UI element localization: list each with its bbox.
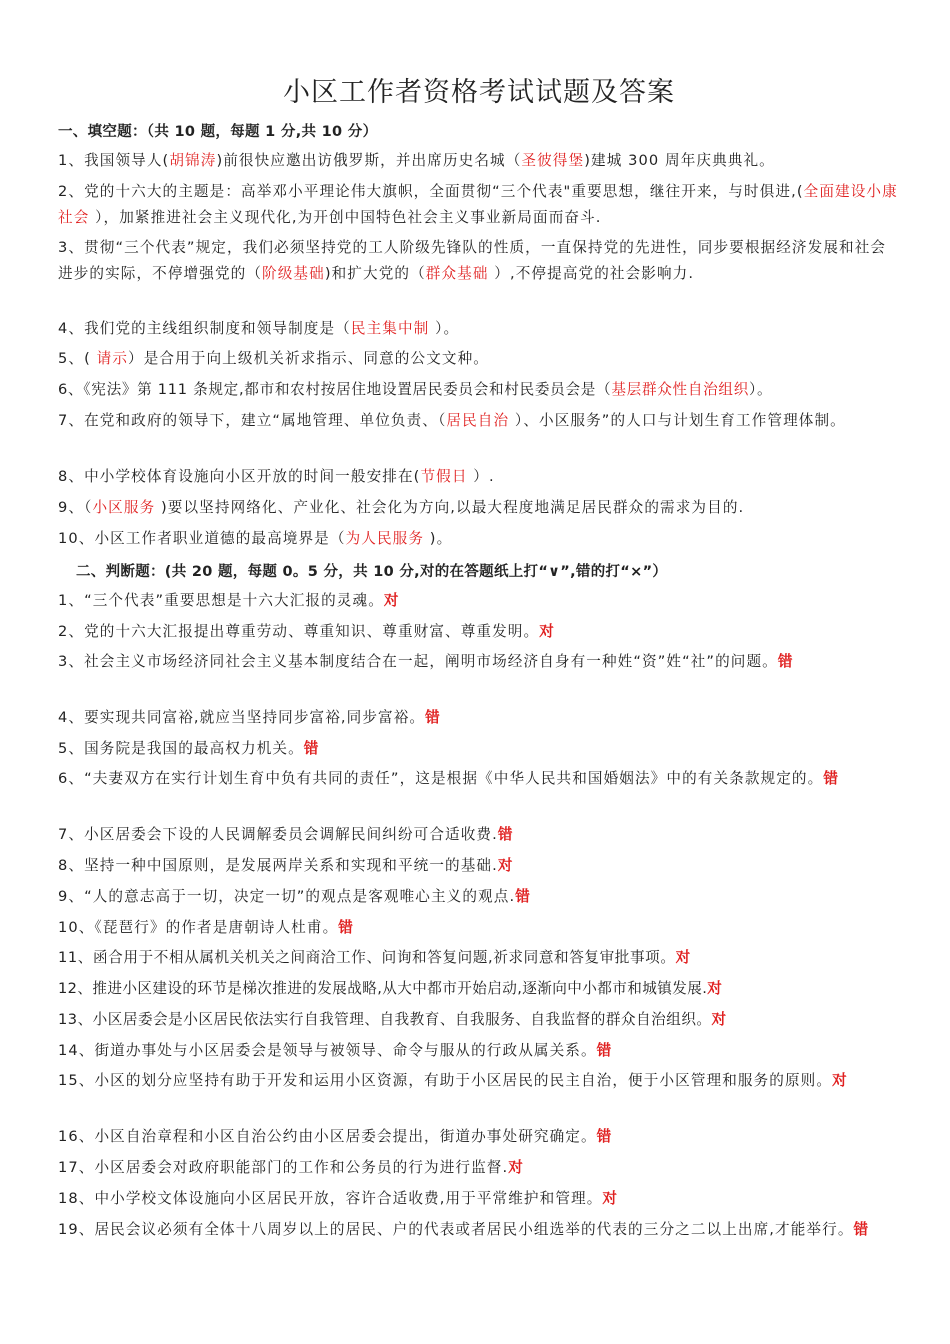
section-fill-heading: 一、填空题：（共 10 题，每题 1 分,共 10 分） <box>58 124 378 140</box>
answer: 全面建设小康社会 <box>58 183 898 226</box>
judge-answer: 对 <box>383 592 400 609</box>
judge-answer: 错 <box>515 888 531 905</box>
judge-question-9: 9、“人的意志高于一切，决定一切”的观点是客观唯心主义的观点.错 <box>58 888 531 905</box>
judge-answer: 对 <box>508 1159 524 1176</box>
judge-question-17: 17、小区居委会对政府职能部门的工作和公务员的行为进行监督.对 <box>58 1159 524 1176</box>
answer: 圣彼得堡 <box>521 152 585 169</box>
judge-answer: 错 <box>596 1042 613 1059</box>
judge-answer: 错 <box>303 740 320 757</box>
fill-question-3: 3、贯彻“三个代表”规定，我们必须坚持党的工人阶级先锋队的性质，一直保持党的先进性，同步要根据经济发展和社会进步的实际，不停增强党的（阶级基础)和扩大党的（群众基础 ）,不停提高党的社会影响力. <box>58 239 887 282</box>
judge-question-4: 4、要实现共同富裕,就应当坚持同步富裕,同步富裕。错 <box>58 709 441 726</box>
judge-question-10: 10、《琵琶行》的作者是唐朝诗人杜甫。错 <box>58 919 354 936</box>
judge-answer: 错 <box>596 1128 613 1145</box>
judge-answer: 错 <box>853 1221 870 1238</box>
judge-answer: 错 <box>497 826 514 843</box>
judge-answer: 对 <box>675 949 691 966</box>
answer: 请示 <box>96 350 129 367</box>
judge-question-16: 16、小区自治章程和小区自治公约由小区居委会提出，街道办事处研究确定。错 <box>58 1128 613 1145</box>
judge-question-12: 12、推进小区建设的环节是梯次推进的发展战略,从大中都市开始启动,逐渐向中小都市和城镇发展.对 <box>58 980 723 997</box>
judge-question-13: 13、小区居委会是小区居民依法实行自我管理、自我教育、自我服务、自我监督的群众自治组织。对 <box>58 1011 727 1028</box>
judge-question-1: 1、“三个代表”重要思想是十六大汇报的灵魂。对 <box>58 592 400 609</box>
document-title: 小区工作者资格考试试题及答案 <box>283 77 675 108</box>
fill-question-1: 1、我国领导人(胡锦涛)前很快应邀出访俄罗斯，并出席历史名城（圣彼得堡)建城 300 周年庆典典礼。 <box>58 152 775 169</box>
section-judge-heading: 二、判断题：(共 20 题，每题 0。5 分，共 10 分,对的在答题纸上打“∨”,错的打“×”） <box>76 564 668 580</box>
judge-question-19: 19、居民会议必须有全体十八周岁以上的居民、户的代表或者居民小组选举的代表的三分之二以上出席,才能举行。错 <box>58 1221 870 1238</box>
judge-answer: 对 <box>497 857 514 874</box>
judge-answer: 对 <box>707 980 723 997</box>
answer: 民主集中制 <box>350 320 430 337</box>
judge-answer: 对 <box>539 623 555 640</box>
answer: 小区服务 <box>92 499 156 516</box>
judge-question-18: 18、中小学校文体设施向小区居民开放，容许合适收费,用于平常维护和管理。对 <box>58 1190 619 1207</box>
answer: 阶级基础 <box>262 265 325 282</box>
answer: 节假日 <box>420 468 468 485</box>
judge-question-14: 14、街道办事处与小区居委会是领导与被领导、命令与服从的行政从属关系。错 <box>58 1042 613 1059</box>
fill-question-7: 7、在党和政府的领导下，建立“属地管理、单位负责、（居民自治 ）、小区服务”的人口与计划生育工作管理体制。 <box>58 412 846 429</box>
judge-question-6: 6、“夫妻双方在实行计划生育中负有共同的责任”，这是根据《中华人民共和国婚姻法》中的有关条款规定的。错 <box>58 770 840 787</box>
answer: 群众基础 <box>425 265 489 282</box>
fill-question-10: 10、小区工作者职业道德的最高境界是（为人民服务 )。 <box>58 530 453 547</box>
judge-question-2: 2、党的十六大汇报提出尊重劳动、尊重知识、尊重财富、尊重发明。对 <box>58 623 555 640</box>
judge-answer: 错 <box>777 653 794 670</box>
judge-question-11: 11、函合用于不相从属机关机关之间商洽工作、问询和答复问题,祈求同意和答复审批事项。对 <box>58 949 691 966</box>
answer: 为人民服务 <box>345 530 425 547</box>
judge-question-8: 8、坚持一种中国原则，是发展两岸关系和实现和平统一的基础.对 <box>58 857 514 874</box>
answer: 胡锦涛 <box>169 152 217 169</box>
judge-answer: 对 <box>711 1011 727 1028</box>
judge-question-15: 15、小区的划分应坚持有助于开发和运用小区资源，有助于小区居民的民主自治，便于小区管理和服务的原则。对 <box>58 1072 848 1089</box>
fill-question-8: 8、中小学校体育设施向小区开放的时间一般安排在(节假日 ）. <box>58 468 495 485</box>
judge-answer: 错 <box>425 709 441 726</box>
answer: 基层群众性自治组织 <box>611 381 750 398</box>
judge-answer: 错 <box>823 770 840 787</box>
judge-answer: 错 <box>338 919 354 936</box>
fill-question-5: 5、( 请示）是合用于向上级机关祈求指示、同意的公文文种。 <box>58 350 489 367</box>
fill-question-6: 6、《宪法》第 111 条规定,都市和农村按居住地设置居民委员会和村民委员会是（基层群众性自治组织）。 <box>58 381 773 398</box>
judge-answer: 对 <box>832 1072 848 1089</box>
fill-question-4: 4、我们党的主线组织制度和领导制度是（民主集中制 ）。 <box>58 320 460 337</box>
judge-question-3: 3、社会主义市场经济同社会主义基本制度结合在一起，阐明市场经济自身有一种姓“资”姓“社”的问题。错 <box>58 653 794 670</box>
fill-question-2: 2、党的十六大的主题是：高举邓小平理论伟大旗帜，全面贯彻“三个代表"重要思想，继往开来，与时俱进,(全面建设小康社会 ），加紧推进社会主义现代化,为开创中国特色社会主义事业新局面而奋斗. <box>58 183 898 226</box>
fill-question-9: 9、（小区服务 )要以坚持网络化、产业化、社会化为方向,以最大程度地满足居民群众的需求为目的. <box>58 499 745 516</box>
judge-question-5: 5、国务院是我国的最高权力机关。错 <box>58 740 320 757</box>
answer: 居民自治 <box>446 412 510 429</box>
judge-answer: 对 <box>602 1190 619 1207</box>
judge-question-7: 7、小区居委会下设的人民调解委员会调解民间纠纷可合适收费.错 <box>58 826 514 843</box>
